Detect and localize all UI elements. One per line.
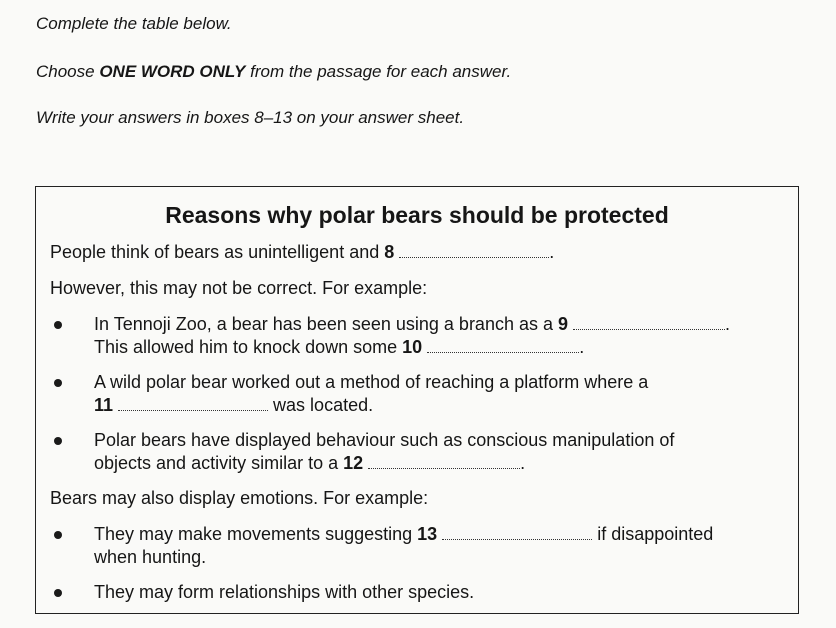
- answer-blank-10[interactable]: [427, 338, 579, 353]
- instruction-line-2: [36, 62, 511, 82]
- bullet-4-text-1-post: if disappointed: [597, 524, 714, 544]
- bullet-2: [54, 379, 62, 387]
- bullet-3-line-1: Polar bears have displayed behaviour such as conscious manipulation of: [94, 430, 675, 450]
- bullet-4-line-2: when hunting.: [94, 547, 207, 567]
- answer-blank-12[interactable]: [368, 454, 520, 469]
- instruction-line-2-pre: Choose: [36, 62, 100, 81]
- table-title: Reasons why polar bears should be protected: [165, 202, 669, 228]
- answer-blank-9[interactable]: [573, 315, 725, 330]
- question-number-10: 10: [402, 337, 423, 357]
- bullet-1-line-2: This allowed him to knock down some 10 .: [94, 337, 585, 357]
- bullet-4-line-1: [94, 523, 713, 545]
- answer-blank-13[interactable]: [442, 525, 592, 540]
- bullet-3-line-2: objects and activity similar to a 12 .: [94, 453, 526, 473]
- bullet-1-line-1: In Tennoji Zoo, a bear has been seen using a branch as a 9 .: [94, 314, 731, 334]
- intro-line-1-text: People think of bears as unintelligent and: [50, 242, 380, 262]
- bullet-2-line-2: [94, 394, 373, 416]
- bullet-3: [54, 437, 62, 445]
- instruction-line-2-post: from the passage for each answer.: [245, 62, 512, 81]
- bullet-2-line-1: A wild polar bear worked out a method of reaching a platform where a: [94, 372, 649, 392]
- emotions-line: Bears may also display emotions. For example:: [50, 488, 429, 508]
- bullet-5-line-1: They may form relationships with other species.: [94, 582, 475, 602]
- intro-line-2: However, this may not be correct. For example:: [50, 278, 428, 298]
- answer-blank-8[interactable]: [399, 243, 549, 258]
- bullet-1-text-1: In Tennoji Zoo, a bear has been seen using a branch as a: [94, 314, 553, 334]
- instruction-line-1: Complete the table below.: [36, 14, 232, 33]
- bullet-1: [54, 321, 62, 329]
- intro-line-1: People think of bears as unintelligent and 8 .: [50, 242, 555, 262]
- answer-blank-11[interactable]: [118, 396, 268, 411]
- bullet-4: [54, 531, 62, 539]
- bullet-3-text-2: objects and activity similar to a: [94, 453, 339, 473]
- instruction-line-3: Write your answers in boxes 8–13 on your answer sheet.: [36, 108, 465, 127]
- question-number-8: 8: [384, 242, 395, 262]
- bullet-4-text-1: They may make movements suggesting: [94, 524, 413, 544]
- bullet-5: [54, 589, 62, 597]
- question-number-13: 13: [417, 524, 438, 544]
- instruction-line-2-bold: ONE WORD ONLY: [99, 62, 246, 81]
- question-table: [35, 186, 799, 614]
- question-number-12: 12: [343, 453, 364, 473]
- bullet-2-text-2: was located.: [273, 395, 374, 415]
- question-number-9: 9: [558, 314, 569, 334]
- bullet-1-text-2: This allowed him to knock down some: [94, 337, 398, 357]
- question-number-11: 11: [94, 395, 114, 415]
